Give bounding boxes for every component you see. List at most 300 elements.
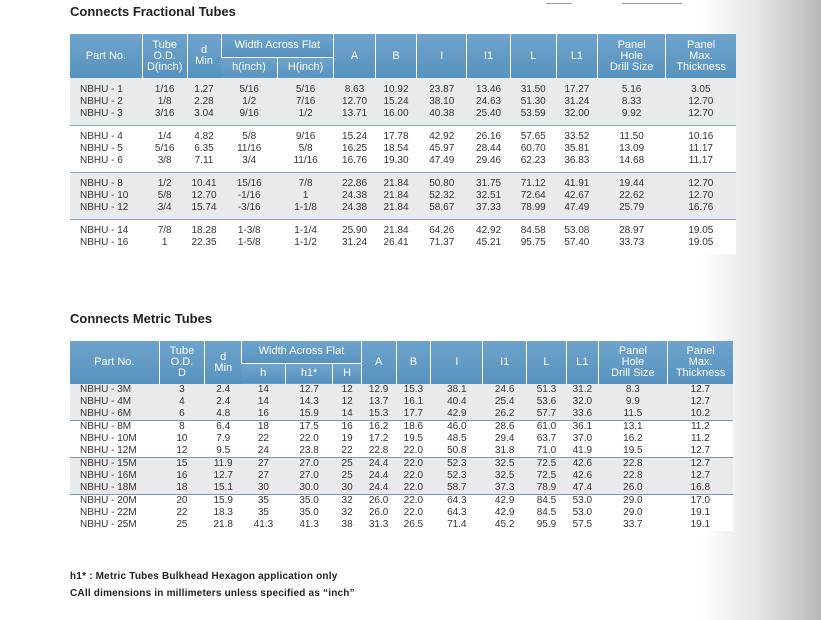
table-cell: 22 bbox=[257, 433, 269, 444]
table-cell: 3.04 bbox=[194, 108, 214, 119]
table-cell: 31.2 bbox=[572, 384, 593, 395]
metric-section-title: Connects Metric Tubes bbox=[70, 311, 213, 326]
table-cell: 7.11 bbox=[194, 155, 214, 166]
table-cell: 12.7 bbox=[690, 470, 711, 481]
table-cell: 64.26 bbox=[429, 225, 455, 236]
part-number-cell: NBHU - 16M bbox=[80, 470, 137, 481]
table-cell: 22 bbox=[176, 507, 188, 518]
table-cell: 17.27 bbox=[564, 84, 590, 95]
table-cell: 37.3 bbox=[494, 482, 515, 493]
table-cell: 3 bbox=[179, 384, 185, 395]
table-cell: 31.3 bbox=[368, 519, 389, 530]
table-cell: 6.35 bbox=[194, 143, 214, 154]
table-cell: 32.5 bbox=[494, 470, 515, 481]
table-cell: 38.1 bbox=[447, 384, 467, 395]
table-cell: 25.4 bbox=[494, 396, 515, 407]
table-cell: 32.51 bbox=[476, 190, 502, 201]
table-cell: 32 bbox=[341, 507, 353, 518]
table-cell: 6.4 bbox=[216, 421, 231, 432]
table-cell: 8 bbox=[179, 421, 185, 432]
table-row bbox=[70, 396, 733, 408]
table-cell: 27.0 bbox=[299, 470, 319, 481]
table-cell: 29.0 bbox=[623, 507, 643, 518]
table-cell: 19.1 bbox=[690, 519, 711, 530]
table-cell: 45.97 bbox=[429, 143, 455, 154]
table-cell: 17.7 bbox=[403, 408, 424, 419]
table-cell: 4 bbox=[179, 396, 185, 407]
col-h1: h1* bbox=[285, 363, 333, 384]
table-cell: 16.2 bbox=[623, 433, 643, 444]
col-panel-hole: Panel Hole Drill Size bbox=[598, 341, 668, 384]
table-cell: 57.5 bbox=[572, 519, 593, 530]
table-cell: 28.6 bbox=[494, 421, 515, 432]
footnote-units: CAll dimensions in millimeters unless specified as “inch” bbox=[70, 588, 355, 599]
table-cell: 10.41 bbox=[191, 178, 217, 189]
table-cell: 25 bbox=[341, 458, 353, 469]
table-cell: 1 bbox=[302, 190, 309, 201]
table-cell: 12.7 bbox=[690, 396, 711, 407]
table-cell: 33.7 bbox=[623, 519, 643, 530]
col-b: B bbox=[375, 34, 416, 78]
table-cell: 12.70 bbox=[688, 190, 714, 201]
table-cell: 41.91 bbox=[564, 178, 590, 189]
table-cell: 16.1 bbox=[403, 396, 424, 407]
table-cell: 24.4 bbox=[368, 470, 389, 481]
table-cell: 12.70 bbox=[688, 96, 714, 107]
table-cell: 42.67 bbox=[564, 190, 590, 201]
table-cell: 22.8 bbox=[368, 445, 389, 456]
table-cell: 3/4 bbox=[242, 155, 257, 166]
table-cell: 2.4 bbox=[216, 384, 231, 395]
table-cell: 16 bbox=[257, 408, 269, 419]
table-cell: 21.8 bbox=[213, 519, 233, 530]
table-cell: 40.38 bbox=[429, 108, 455, 119]
col-i: I bbox=[431, 341, 483, 384]
table-cell: 24 bbox=[257, 445, 269, 456]
table-cell: 11/16 bbox=[293, 155, 318, 166]
col-panel-hole: Panel Hole Drill Size bbox=[598, 34, 666, 78]
table-cell: 52.3 bbox=[447, 458, 467, 469]
table-row bbox=[70, 470, 733, 482]
table-cell: 26.0 bbox=[368, 495, 389, 506]
table-cell: 58.7 bbox=[447, 482, 467, 493]
table-cell: 32 bbox=[341, 495, 353, 506]
table-cell: 78.9 bbox=[536, 482, 557, 493]
table-cell: 12 bbox=[341, 384, 353, 395]
part-number-cell: NBHU - 18M bbox=[80, 482, 137, 493]
table-cell: 10.2 bbox=[690, 408, 711, 419]
part-number-cell: NBHU - 25M bbox=[80, 519, 137, 530]
table-cell: 3/8 bbox=[157, 155, 172, 166]
table-cell: 9/16 bbox=[239, 108, 259, 119]
table-cell: 64.3 bbox=[447, 507, 467, 518]
part-number-cell: NBHU - 5 bbox=[80, 143, 123, 154]
table-cell: 31.8 bbox=[494, 445, 515, 456]
table-cell: 31.50 bbox=[520, 84, 546, 95]
table-cell: 14 bbox=[341, 408, 353, 419]
table-cell: 32.0 bbox=[572, 396, 593, 407]
part-number-cell: NBHU - 1 bbox=[80, 84, 123, 95]
table-cell: 35.81 bbox=[564, 143, 590, 154]
part-number-cell: NBHU - 12 bbox=[80, 202, 129, 213]
part-number-cell: NBHU - 3M bbox=[80, 384, 132, 395]
table-cell: 19 bbox=[341, 433, 353, 444]
table-cell: 72.5 bbox=[536, 470, 557, 481]
table-cell: 8.33 bbox=[621, 96, 642, 107]
table-cell: 12.7 bbox=[299, 384, 319, 395]
table-row bbox=[70, 190, 736, 202]
table-cell: 38 bbox=[341, 519, 353, 530]
table-cell: 4.8 bbox=[216, 408, 231, 419]
table-cell: 14 bbox=[257, 384, 269, 395]
table-cell: 42.9 bbox=[447, 408, 467, 419]
table-cell: 15.24 bbox=[383, 96, 409, 107]
table-cell: 25 bbox=[176, 519, 188, 530]
table-row bbox=[70, 125, 736, 143]
table-cell: 17.78 bbox=[383, 131, 409, 142]
table-cell: 11.50 bbox=[619, 131, 644, 142]
table-cell: 19.30 bbox=[383, 155, 409, 166]
table-cell: 27.0 bbox=[299, 458, 319, 469]
table-cell: 45.21 bbox=[476, 237, 502, 248]
table-cell: 47.49 bbox=[564, 202, 590, 213]
part-number-cell: NBHU - 8M bbox=[80, 421, 132, 432]
table-cell: 18.54 bbox=[383, 143, 409, 154]
table-row bbox=[70, 172, 736, 190]
table-cell: 8.3 bbox=[625, 384, 640, 395]
table-cell: 14 bbox=[257, 396, 269, 407]
table-cell: 24.6 bbox=[494, 384, 515, 395]
table-cell: 57.65 bbox=[520, 131, 546, 142]
table-cell: 4.82 bbox=[194, 131, 214, 142]
table-cell: 42.6 bbox=[572, 458, 593, 469]
table-cell: 1-3/8 bbox=[237, 225, 261, 236]
part-number-cell: NBHU - 10M bbox=[80, 433, 137, 444]
col-H: H bbox=[333, 363, 361, 384]
table-cell: 48.5 bbox=[447, 433, 467, 444]
col-i: I bbox=[417, 34, 467, 78]
table-cell: 71.37 bbox=[429, 237, 455, 248]
table-cell: 22.8 bbox=[623, 470, 643, 481]
table-cell: 38.10 bbox=[429, 96, 455, 107]
table-cell: 11.17 bbox=[688, 155, 713, 166]
table-cell: 3/16 bbox=[154, 108, 175, 119]
table-cell: 22.62 bbox=[619, 190, 645, 201]
table-cell: 53.6 bbox=[536, 396, 557, 407]
table-cell: 23.8 bbox=[299, 445, 319, 456]
table-cell: 52.3 bbox=[447, 470, 467, 481]
table-cell: 9.9 bbox=[625, 396, 640, 407]
part-number-cell: NBHU - 6M bbox=[80, 408, 132, 419]
table-cell: 71.0 bbox=[536, 445, 557, 456]
table-cell: 25.40 bbox=[476, 108, 502, 119]
table-cell: 1-5/8 bbox=[237, 237, 261, 248]
table-cell: 95.9 bbox=[536, 519, 557, 530]
col-i1: I1 bbox=[483, 341, 526, 384]
table-cell: 16.8 bbox=[690, 482, 711, 493]
table-cell: 1-1/2 bbox=[294, 237, 317, 248]
table-cell: 16.2 bbox=[368, 421, 389, 432]
table-cell: 95.75 bbox=[520, 237, 546, 248]
table-cell: 12.7 bbox=[690, 445, 711, 456]
table-cell: 57.7 bbox=[536, 408, 557, 419]
table-cell: 25 bbox=[341, 470, 353, 481]
col-part-no: Part No. bbox=[70, 34, 142, 78]
fractional-table-body bbox=[70, 78, 736, 254]
part-number-cell: NBHU - 16 bbox=[80, 237, 129, 248]
table-cell: 22.35 bbox=[191, 237, 217, 248]
table-cell: 84.5 bbox=[536, 495, 557, 506]
table-cell: 7/16 bbox=[295, 96, 316, 107]
table-row bbox=[70, 482, 733, 495]
table-cell: 36.1 bbox=[572, 421, 593, 432]
table-cell: 21.84 bbox=[383, 225, 409, 236]
table-cell: 16 bbox=[341, 421, 353, 432]
table-row bbox=[70, 421, 733, 434]
col-i1: I1 bbox=[467, 34, 511, 78]
table-cell: 12.70 bbox=[191, 190, 217, 201]
table-cell: 57.40 bbox=[564, 237, 590, 248]
table-cell: 30 bbox=[341, 482, 353, 493]
table-cell: 16.76 bbox=[688, 202, 714, 213]
table-cell: 46.0 bbox=[447, 421, 467, 432]
table-cell: 1/4 bbox=[157, 131, 172, 142]
table-cell: 5.16 bbox=[621, 84, 642, 95]
table-cell: 11.9 bbox=[213, 458, 233, 469]
table-cell: 18 bbox=[176, 482, 188, 493]
table-cell: 17.5 bbox=[299, 421, 319, 432]
table-cell: 53.08 bbox=[564, 225, 590, 236]
table-row bbox=[70, 458, 733, 471]
table-row bbox=[70, 495, 733, 508]
table-row bbox=[70, 219, 736, 237]
table-cell: 19.44 bbox=[619, 178, 645, 189]
table-cell: 32.00 bbox=[564, 108, 590, 119]
table-cell: 18.6 bbox=[403, 421, 424, 432]
table-cell: 12 bbox=[341, 396, 353, 407]
table-cell: 53.0 bbox=[572, 507, 593, 518]
table-row bbox=[70, 507, 733, 519]
fractional-section-title: Connects Fractional Tubes bbox=[70, 4, 236, 19]
table-cell: 41.3 bbox=[253, 519, 274, 530]
table-cell: 15.3 bbox=[403, 384, 424, 395]
table-cell: -3/16 bbox=[237, 202, 261, 213]
table-cell: 28.97 bbox=[619, 225, 645, 236]
table-row bbox=[70, 143, 736, 155]
table-cell: 12.70 bbox=[688, 178, 714, 189]
table-cell: 27 bbox=[257, 458, 269, 469]
table-cell: 9/16 bbox=[295, 131, 316, 142]
table-cell: 24.4 bbox=[368, 458, 389, 469]
table-cell: 20 bbox=[176, 495, 188, 506]
table-cell: 12 bbox=[176, 445, 188, 456]
table-cell: 5/8 bbox=[242, 131, 257, 142]
table-cell: 1 bbox=[161, 237, 168, 248]
table-cell: 22.0 bbox=[403, 470, 424, 481]
table-cell: 19.5 bbox=[623, 445, 643, 456]
table-row bbox=[70, 155, 736, 172]
table-cell: 41.3 bbox=[299, 519, 319, 530]
part-number-cell: NBHU - 14 bbox=[80, 225, 129, 236]
col-panel-thickness: Panel Max. Thickness bbox=[666, 34, 736, 78]
table-cell: 7.9 bbox=[216, 433, 231, 444]
table-cell: 13.1 bbox=[623, 421, 643, 432]
col-a: A bbox=[334, 34, 375, 78]
metric-table-body bbox=[70, 384, 733, 531]
table-cell: 47.49 bbox=[429, 155, 455, 166]
table-cell: 42.92 bbox=[429, 131, 455, 142]
table-cell: 8.63 bbox=[344, 84, 365, 95]
col-b: B bbox=[396, 341, 431, 384]
table-cell: 19.1 bbox=[690, 507, 711, 518]
table-cell: 30 bbox=[257, 482, 269, 493]
table-cell: 1/2 bbox=[242, 96, 257, 107]
table-row bbox=[70, 78, 736, 96]
table-cell: 2.4 bbox=[216, 396, 231, 407]
table-cell: 50.80 bbox=[429, 178, 455, 189]
top-edge-tracks bbox=[546, 0, 686, 6]
table-cell: 3/4 bbox=[157, 202, 172, 213]
table-cell: 16 bbox=[176, 470, 188, 481]
col-d-min: d Min bbox=[205, 341, 242, 384]
table-cell: 1/8 bbox=[157, 96, 172, 107]
part-number-cell: NBHU - 8 bbox=[80, 178, 123, 189]
table-cell: 13.71 bbox=[342, 108, 368, 119]
col-panel-thickness: Panel Max. Thickness bbox=[668, 341, 733, 384]
table-cell: 11.17 bbox=[688, 143, 713, 154]
footnote-h1: h1* : Metric Tubes Bulkhead Hexagon application only bbox=[70, 571, 338, 582]
table-cell: 5/16 bbox=[295, 84, 316, 95]
table-cell: 24.63 bbox=[476, 96, 502, 107]
table-cell: 72.64 bbox=[520, 190, 546, 201]
col-h: h bbox=[242, 363, 285, 384]
table-cell: 26.0 bbox=[623, 482, 643, 493]
fractional-tubes-table bbox=[70, 34, 736, 254]
table-row bbox=[70, 96, 736, 108]
table-cell: 1.27 bbox=[194, 84, 214, 95]
table-cell: 72.5 bbox=[536, 458, 557, 469]
col-tube-od: Tube O.D. D(inch) bbox=[142, 34, 187, 78]
table-cell: 51.3 bbox=[536, 384, 557, 395]
col-tube-od: Tube O.D. D bbox=[159, 341, 205, 384]
table-cell: 19.5 bbox=[403, 433, 424, 444]
table-cell: 17.0 bbox=[690, 495, 711, 506]
table-cell: 11/16 bbox=[237, 143, 262, 154]
table-cell: 22.0 bbox=[403, 507, 424, 518]
table-cell: 3.05 bbox=[691, 84, 711, 95]
table-cell: 37.33 bbox=[476, 202, 502, 213]
table-cell: 5/8 bbox=[298, 143, 313, 154]
table-cell: 51.30 bbox=[520, 96, 546, 107]
table-cell: 13.46 bbox=[476, 84, 502, 95]
table-cell: 12.70 bbox=[342, 96, 368, 107]
table-cell: 22.0 bbox=[403, 482, 424, 493]
table-cell: 13.7 bbox=[368, 396, 389, 407]
table-cell: 15.9 bbox=[213, 495, 233, 506]
table-cell: 14.3 bbox=[299, 396, 319, 407]
table-cell: 2.28 bbox=[194, 96, 214, 107]
table-cell: 22.86 bbox=[342, 178, 368, 189]
table-cell: 36.83 bbox=[564, 155, 590, 166]
table-cell: 12.70 bbox=[688, 108, 714, 119]
table-cell: 45.2 bbox=[494, 519, 515, 530]
table-cell: 15 bbox=[176, 458, 188, 469]
table-cell: 22.8 bbox=[623, 458, 643, 469]
table-cell: 23.87 bbox=[429, 84, 455, 95]
table-cell: 22 bbox=[341, 445, 353, 456]
table-cell: 7/8 bbox=[298, 178, 313, 189]
table-row bbox=[70, 445, 733, 458]
col-l1: L1 bbox=[556, 34, 597, 78]
table-cell: 63.7 bbox=[536, 433, 557, 444]
table-cell: 1/2 bbox=[157, 178, 172, 189]
table-cell: 15/16 bbox=[236, 178, 262, 189]
table-cell: 29.46 bbox=[476, 155, 502, 166]
table-cell: 13.09 bbox=[619, 143, 645, 154]
table-cell: 5/16 bbox=[239, 84, 259, 95]
table-cell: 42.9 bbox=[494, 507, 515, 518]
table-row bbox=[70, 519, 733, 531]
table-cell: 26.2 bbox=[494, 408, 515, 419]
table-cell: 27 bbox=[257, 470, 269, 481]
table-cell: 71.12 bbox=[520, 178, 546, 189]
table-cell: 24.38 bbox=[342, 202, 368, 213]
table-cell: 26.16 bbox=[476, 131, 502, 142]
col-a: A bbox=[361, 341, 396, 384]
table-cell: 12.7 bbox=[690, 384, 711, 395]
table-cell: 22.0 bbox=[403, 445, 424, 456]
table-cell: 12.9 bbox=[368, 384, 389, 395]
col-d-min: d Min bbox=[187, 34, 221, 78]
table-cell: 22.0 bbox=[403, 458, 424, 469]
table-cell: 35.0 bbox=[299, 507, 319, 518]
table-row bbox=[70, 202, 736, 219]
table-cell: 5/16 bbox=[154, 143, 175, 154]
table-cell: 26.0 bbox=[368, 507, 389, 518]
table-cell: 47.4 bbox=[572, 482, 593, 493]
table-cell: 6 bbox=[179, 408, 185, 419]
table-cell: 21.84 bbox=[383, 190, 409, 201]
table-cell: 29.0 bbox=[623, 495, 643, 506]
table-cell: 15.3 bbox=[368, 408, 389, 419]
table-cell: 1-1/8 bbox=[294, 202, 317, 213]
col-h-inch: h(inch) bbox=[221, 57, 277, 78]
table-cell: 64.3 bbox=[447, 495, 467, 506]
table-cell: 33.52 bbox=[564, 131, 590, 142]
table-cell: 11.2 bbox=[690, 433, 710, 444]
part-number-cell: NBHU - 10 bbox=[80, 190, 129, 201]
table-cell: 84.58 bbox=[520, 225, 546, 236]
table-cell: 33.73 bbox=[619, 237, 645, 248]
table-cell: 53.59 bbox=[520, 108, 546, 119]
table-cell: 29.4 bbox=[494, 433, 515, 444]
table-cell: 41.9 bbox=[572, 445, 593, 456]
table-cell: -1/16 bbox=[237, 190, 261, 201]
table-cell: 26.5 bbox=[403, 519, 424, 530]
table-cell: 32.5 bbox=[494, 458, 515, 469]
table-cell: 21.84 bbox=[383, 178, 409, 189]
table-cell: 18.28 bbox=[191, 225, 217, 236]
table-cell: 10.92 bbox=[383, 84, 409, 95]
table-cell: 31.24 bbox=[564, 96, 590, 107]
part-number-cell: NBHU - 2 bbox=[80, 96, 123, 107]
table-cell: 15.24 bbox=[342, 131, 368, 142]
table-cell: 18 bbox=[257, 421, 269, 432]
table-cell: 35 bbox=[257, 495, 269, 506]
table-cell: 84.5 bbox=[536, 507, 557, 518]
table-cell: 33.6 bbox=[572, 408, 593, 419]
table-row bbox=[70, 108, 736, 125]
